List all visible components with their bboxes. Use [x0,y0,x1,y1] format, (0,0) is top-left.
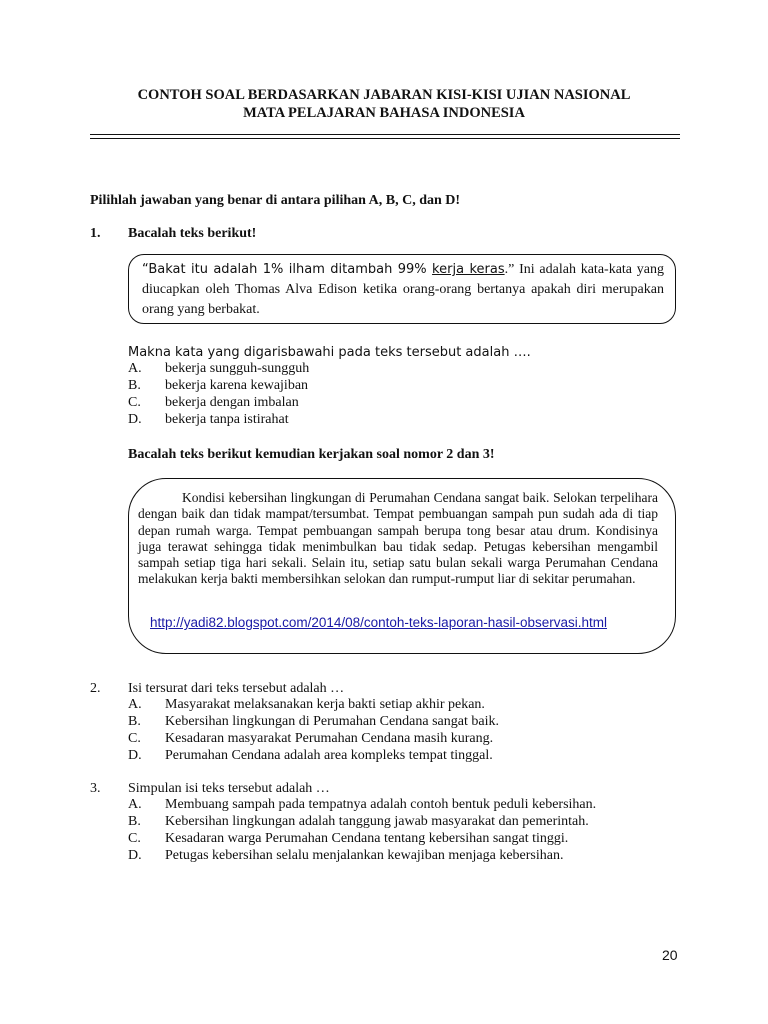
option-text: Kebersihan lingkungan adalah tanggung jawab masyarakat dan pemerintah. [165,814,589,829]
document-title: CONTOH SOAL BERDASARKAN JABARAN KISI-KISI UJIAN NASIONAL [137,87,631,103]
instruction: Pilihlah jawaban yang benar di antara pilihan A, B, C, dan D! [90,193,461,208]
option-letter: B. [128,714,141,729]
option-text: Kebersihan lingkungan di Perumahan Cendana sangat baik. [165,714,499,729]
question-3-text: Simpulan isi teks tersebut adalah … [128,781,330,796]
option-text: bekerja sungguh-sungguh [165,361,310,376]
quote-box [128,254,676,324]
option-text: bekerja tanpa istirahat [165,412,289,427]
option-text: Kesadaran warga Perumahan Cendana tentang kebersihan sangat tinggi. [165,831,569,846]
option-letter: B. [128,378,141,393]
underlined-phrase: kerja keras [432,262,505,277]
passage-text: Kondisi kebersihan lingkungan di Perumahan Cendana sangat baik. Selokan terpelihara dengan baik dan tidak mampat/tersumbat. Tempat pembuangan sampah pun sudah ada di tiap depan rumah warga. Tempat pembuangan sampah berupa tong besar atau drum. Kondisinya juga terawat sehingga tidak menimbulkan bau tidak sedap. Petugas kebersihan mengambil sampah setiap tiga hari sekali. Selain itu, setiap satu bulan sekali warga Perumahan Cendana melakukan kerja bakti membersihkan selokan dan rumput-rumput liar di sekitar perumahan. [138,490,658,587]
option-letter: B. [128,814,141,829]
header-divider-bottom [90,138,680,139]
option-text: bekerja karena kewajiban [165,378,309,393]
option-text: Masyarakat melaksanakan kerja bakti setiap akhir pekan. [165,697,485,712]
option-text: Petugas kebersihan selalu menjalankan kewajiban menjaga kebersihan. [165,848,564,863]
option-letter: C. [128,831,141,846]
option-text: Kesadaran masyarakat Perumahan Cendana masih kurang. [165,731,494,746]
header-divider-top [90,134,680,135]
question-3-number: 3. [90,781,101,796]
option-letter: C. [128,731,141,746]
question-1-text: Makna kata yang digarisbawahi pada teks tersebut adalah …. [128,345,531,360]
option-letter: D. [128,848,142,863]
quote-text: “Bakat itu adalah 1% ilham ditambah 99% kerja keras.” Ini adalah kata-kata yang diucapkan oleh Thomas Alva Edison ketika orang-orang bertanya apakah diri merupakan orang yang berbakat. [142,262,665,317]
option-text: bekerja dengan imbalan [165,395,299,410]
question-2-number: 2. [90,681,101,696]
option-letter: A. [128,797,142,812]
option-text: Membuang sampah pada tempatnya adalah contoh bentuk peduli kebersihan. [165,797,597,812]
page-number: 20 [662,947,678,963]
passage-lead: Bacalah teks berikut kemudian kerjakan soal nomor 2 dan 3! [128,447,495,462]
question-1-lead: Bacalah teks berikut! [128,226,257,241]
source-link[interactable]: http://yadi82.blogspot.com/2014/08/contoh-teks-laporan-hasil-observasi.html [150,615,608,630]
option-text: Perumahan Cendana adalah area kompleks tempat tinggal. [165,748,493,763]
passage-box [128,478,676,654]
question-2-text: Isi tersurat dari teks tersebut adalah … [128,681,345,696]
option-letter: A. [128,361,142,376]
option-letter: C. [128,395,141,410]
option-letter: D. [128,748,142,763]
option-letter: D. [128,412,142,427]
question-1-number: 1. [90,226,101,241]
document-subtitle: MATA PELAJARAN BAHASA INDONESIA [243,105,525,121]
option-letter: A. [128,697,142,712]
